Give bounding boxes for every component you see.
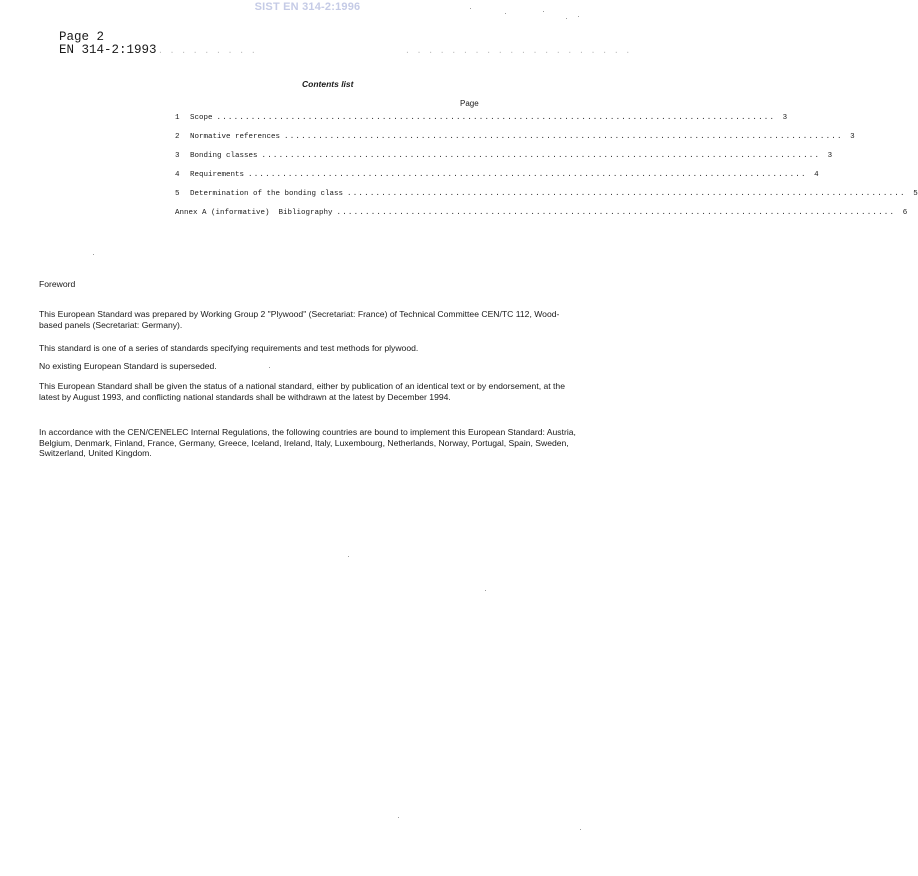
scan-speck [93,254,94,255]
dot-leader: .................................................................................................. [248,171,807,179]
foreword-paragraph: This European Standard was prepared by Working Group 2 "Plywood" (Secretariat: France) of Technical Committee CEN/TC 112, Wood-based panels (Secretariat: Germany). [39,309,560,330]
contents-page-column-label: Page [460,99,479,108]
contents-entry-number: 4 [175,171,180,179]
contents-entry-title: Normative references [190,133,281,141]
dot-leader: .................................................................................................. [347,190,906,198]
dot-leader: .................................................................................................. [261,152,821,160]
scan-speck [485,590,486,591]
contents-entry-number: 1 [175,114,180,122]
scan-speck [543,11,544,12]
contents-entry-page: 3 [827,152,833,160]
contents-entry-number: 3 [175,152,180,160]
contents-title: Contents list [302,79,354,89]
foreword-paragraph: This standard is one of a series of standards specifying requirements and test methods for plywood. [39,343,419,353]
contents-entry [175,209,908,228]
foreword-paragraph: No existing European Standard is superseded. [39,361,217,371]
contents-entry [175,152,833,171]
contents-entry [175,114,788,133]
scan-speck [578,16,579,17]
contents-entry-page: 4 [814,171,819,179]
scan-speck [398,817,399,818]
contents-entry-title: Bonding classes [190,152,258,160]
scan-speck [348,556,349,557]
contents-list [175,114,918,228]
foreword-heading: Foreword [39,279,76,289]
contents-entry-title: Requirements [190,171,245,179]
dot-leader: .................................................................................................. [284,133,843,141]
contents-entry [175,133,855,152]
contents-entry-title: Scope [190,114,213,122]
header-rule-left: . . . . . . . . . [158,47,257,56]
contents-entry-title: Determination of the bonding class [190,190,344,198]
dot-leader: .................................................................................................. [336,209,896,217]
contents-entry-page: 3 [850,133,855,141]
page-number-label: Page 2 [59,30,105,44]
scan-speck [580,829,581,830]
foreword-paragraph: This European Standard shall be given the status of a national standard, either by publication of an identical text or by endorsement, at the latest by August 1993, and conflicting national standards shall be withdrawn at the latest by December 1994. [39,381,565,402]
contents-entry-page: 6 [902,209,908,217]
contents-entry-page: 3 [782,114,788,122]
contents-entry [175,171,819,190]
contents-entry-number: 5 [175,190,180,198]
scan-speck [505,13,506,14]
standard-id: EN 314-2:1993 [59,43,157,57]
header-rule-right: . . . . . . . . . . . . . . . . . . . . [405,47,632,56]
watermark: SIST EN 314-2:1996 [254,1,361,13]
scan-speck [470,8,471,9]
contents-entry-title: Annex A (informative) Bibliography [175,209,333,217]
contents-entry [175,190,918,209]
dot-leader: .................................................................................................. [216,114,776,122]
scan-speck [566,18,567,19]
scan-speck [269,367,270,368]
contents-entry-page: 5 [913,190,918,198]
contents-entry-number: 2 [175,133,180,141]
foreword-paragraph: In accordance with the CEN/CENELEC Internal Regulations, the following countries are bound to implement this European Standard: Austria, Belgium, Denmark, Finland, France, Germany, Greece, Iceland, Ireland, Italy, Luxembourg, Netherlands, Norway, Portugal, Spain, Sweden, Switzerland, United Kingdom. [39,427,576,459]
